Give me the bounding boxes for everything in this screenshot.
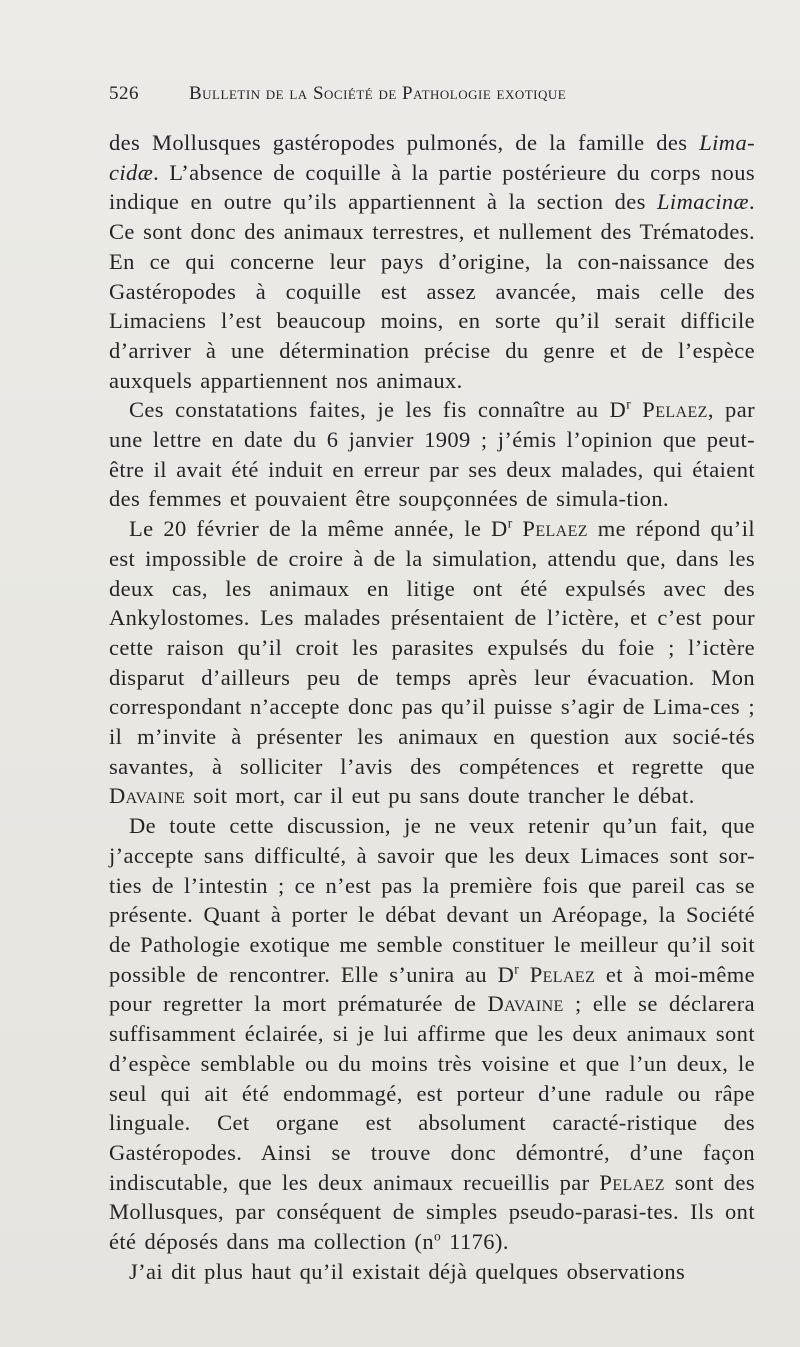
text-run: J’ai dit plus haut qu’il existait déjà quelques observations xyxy=(129,1258,686,1284)
text-run-sc: Pelaez xyxy=(522,516,588,542)
text-run-italic: Lima-cidæ xyxy=(109,130,755,185)
text-run: , par une lettre en date du 6 janvier 1909 ; j’émis l’opinion que peut-être il avait été induit en erreur par ses deux malades, qui étaient des femmes et pouvaient être soupçonnées de simula-tion. xyxy=(109,397,755,512)
page-number: 526 xyxy=(109,83,139,104)
text-run: et à moi-même pour regretter la mort prématurée de xyxy=(109,961,755,1017)
text-run: Le 20 février de la même année, le D xyxy=(129,516,508,542)
paragraph-5 xyxy=(109,1257,755,1287)
text-run: soit mort, car il eut pu sans doute trancher le débat. xyxy=(185,783,695,809)
text-run-sc: Pelaez xyxy=(529,961,596,987)
text-run: 1176). xyxy=(441,1229,509,1255)
text-run: des Mollusques gastéropodes pulmonés, de la famille des xyxy=(109,130,700,155)
text-run-sc: Pelaez xyxy=(642,397,708,423)
paragraph-1 xyxy=(109,128,755,395)
text-run: . Ce sont donc des animaux terrestres, et nullement des Trématodes. En ce qui concerne leur pays d’origine, la con-naissance des Gastéropodes à coquille est assez avancée, mais celle des Limaciens l’est beaucoup moins, en sorte qu’il serait difficile d’arriver à une détermination précise du genre et de l’espèce auxquels appartiennent nos animaux. xyxy=(109,189,755,393)
text-run: Ces constatations faites, je les fis connaître au D xyxy=(129,397,627,423)
text-run xyxy=(513,516,523,541)
text-run-sup: r xyxy=(507,515,513,531)
text-run: De toute cette discussion, je ne veux retenir qu’un fait, que j’accepte sans difficulté, à savoir que les deux Limaces sont sor-ties de l’intestin ; ce n’est pas la première fois que pareil cas se présente. Quant à porter le débat devant un Aréopage, la Société de Pathologie exotique me semble constituer le meilleur qu’il soit possible de rencontrer. Elle s’unira au D xyxy=(109,813,755,987)
text-run-sup: r xyxy=(514,961,520,977)
text-run: me répond qu’il est impossible de croire à de la simulation, attendu que, dans les deux cas, les animaux en litige ont été expulsés avec des Ankylostomes. Les malades présentaient de l’ictère, et c’est pour cette raison qu’il croit les parasites expulsés du foie ; l’ictère disparut d’ailleurs peu de temps après leur évacuation. Mon correspondant n’accepte donc pas qu’il puisse s’agir de Lima-ces ; il m’invite à présenter les animaux en question aux socié-tés savantes, à solliciter l’avis des compétences et regrette que xyxy=(109,516,755,779)
paragraph-2 xyxy=(109,395,755,514)
text-run: ; elle se déclarera suffisamment éclairée, si je lui affirme que les deux animaux sont d’espèce semblable ou du moins très voisine et que l’un deux, le seul qui ait été endommagé, est porteur d’une radule ou râpe linguale. Cet organe est absolument caracté-ristique des Gastéropodes. Ainsi se trouve donc démontré, d’une façon indiscutable, que les deux animaux recueillis par xyxy=(109,991,755,1195)
paragraph-4 xyxy=(109,811,755,1257)
text-run: sont des Mollusques, par conséquent de simples pseudo-parasi-tes. Ils ont été déposés dans ma collection (n xyxy=(109,1169,755,1255)
text-run-sup: r xyxy=(626,396,632,412)
body-text xyxy=(109,128,755,1286)
text-run xyxy=(519,962,530,987)
running-head: Bulletin de la Société de Pathologie exotique xyxy=(189,83,567,104)
text-run-sc: Davaine xyxy=(487,991,564,1017)
paragraph-3 xyxy=(109,514,755,811)
text-run: . L’absence de coquille à la partie postérieure du corps nous indique en outre qu’ils appartiennent à la section des xyxy=(109,159,755,215)
text-run-sc: Davaine xyxy=(109,783,186,809)
text-run-sup: o xyxy=(433,1228,442,1244)
text-run xyxy=(631,397,642,422)
text-run-sc: Pelaez xyxy=(599,1169,665,1195)
text-run-italic: Limacinæ xyxy=(657,189,749,215)
